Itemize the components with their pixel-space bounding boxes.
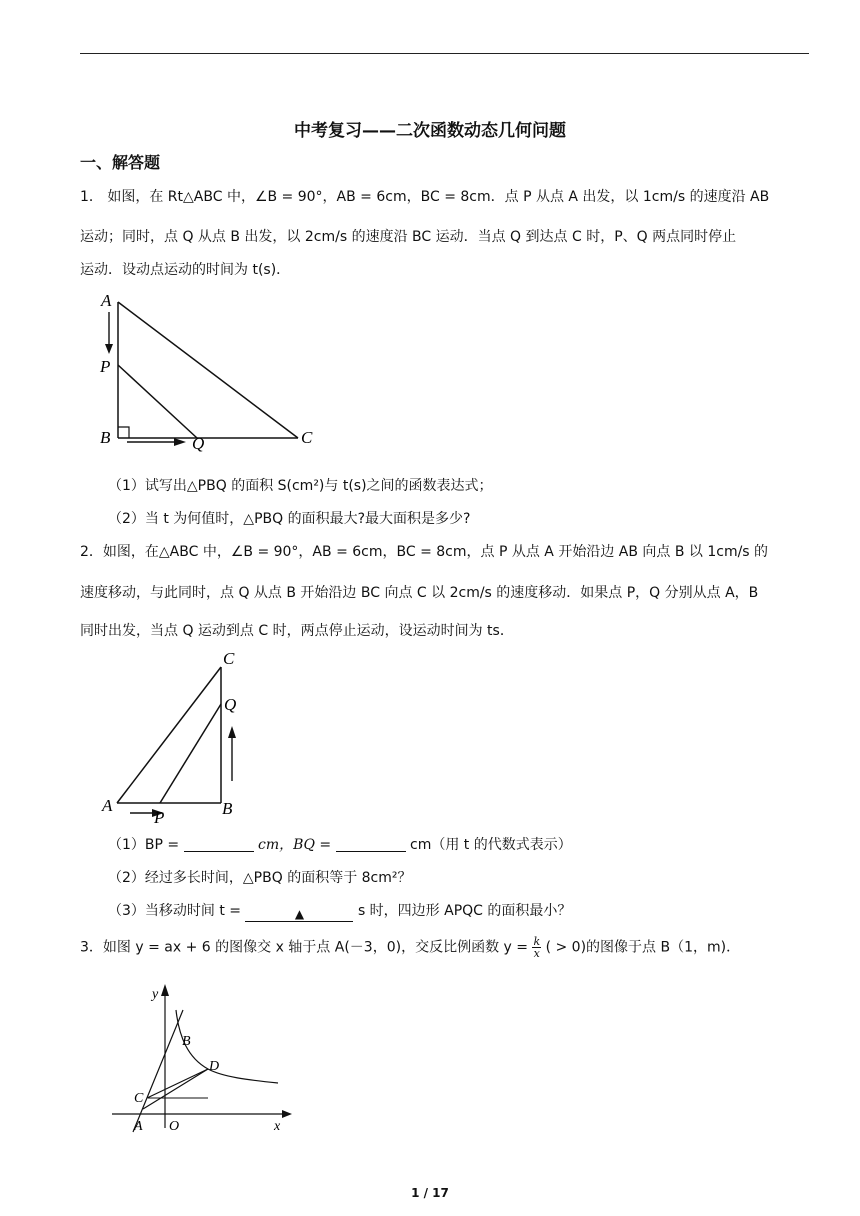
q2-sub-1-text-b: cm，BQ =	[258, 837, 332, 853]
bq-answer-blank[interactable]	[336, 837, 406, 852]
page-title: 中考复习——二次函数动态几何问题	[294, 121, 566, 141]
fraction-numerator: k	[533, 935, 541, 948]
q1-label-a: A	[101, 291, 112, 310]
fraction-denominator: x	[533, 947, 540, 960]
q1-label-p: P	[100, 357, 111, 376]
page-number: 1 / 17	[411, 1186, 449, 1200]
q1-line-3: 运动．设动点运动的时间为 t(s)．	[80, 262, 291, 278]
section-title: 一、解答题	[80, 153, 161, 172]
q1-line-2: 运动；同时，点 Q 从点 B 出发，以 2cm/s 的速度沿 BC 运动．当点 Q 到达点 C 时，P、Q 两点同时停止	[80, 229, 737, 245]
q3-label-c: C	[134, 1091, 144, 1106]
q2-sub-1	[108, 834, 572, 854]
q3-text-a: 3．如图 y = ax + 6 的图像交 x 轴于点 A(－3，0)，交反比例函数 y =	[80, 939, 528, 956]
q3-label-a: A	[134, 1119, 143, 1134]
q3-text-b: ( > 0)的图像于点 B（1，m)．	[545, 939, 741, 956]
q1-sub-2: （2）当 t 为何值时，△PBQ 的面积最大?最大面积是多少?	[108, 511, 471, 527]
q3-label-x: x	[274, 1119, 281, 1134]
q2-sub-3-text-b: s 时，四边形 APQC 的面积最小？	[357, 903, 572, 919]
time-answer-blank[interactable]	[245, 907, 353, 922]
q2-label-p: P	[154, 808, 165, 827]
q2-label-c: C	[223, 649, 235, 668]
q2-line-3: 同时出发，当点 Q 运动到点 C 时，两点停止运动，设运动时间为 ts．	[80, 623, 514, 639]
q2-figure	[100, 648, 250, 830]
q3-label-y: y	[152, 987, 159, 1002]
q1-label-c: C	[301, 428, 313, 447]
q2-line-1: 2．如图，在△ABC 中，∠B = 90°，AB = 6cm，BC = 8cm，点 P 从点 A 开始沿边 AB 向点 B 以 1cm/s 的	[80, 544, 769, 560]
q2-sub-3-text-a: （3）当移动时间 t =	[108, 903, 242, 919]
q3-line-1	[80, 936, 740, 959]
placeholder-mark: ▲	[294, 907, 305, 921]
q1-sub-1: （1）试写出△PBQ 的面积 S(cm²)与 t(s)之间的函数表达式；	[108, 478, 493, 494]
q1-line-1: 1． 如图，在 Rt△ABC 中，∠B = 90°，AB = 6cm，BC = 8cm．点 P 从点 A 出发，以 1cm/s 的速度沿 AB	[80, 189, 770, 205]
q1-label-q: Q	[192, 434, 205, 453]
q3-figure	[108, 982, 293, 1132]
q3-label-d: D	[209, 1059, 220, 1074]
q2-label-q: Q	[224, 695, 237, 714]
q2-sub-2: （2）经过多长时间，△PBQ 的面积等于 8cm²？	[108, 870, 412, 886]
q3-label-o: O	[169, 1119, 180, 1134]
q1-label-b: B	[100, 428, 111, 447]
q2-label-b: B	[222, 799, 233, 818]
q2-sub-1-text-c: cm（用 t 的代数式表示）	[410, 837, 572, 853]
q2-sub-3	[108, 900, 571, 922]
q2-line-2: 速度移动，与此同时，点 Q 从点 B 开始沿边 BC 向点 C 以 2cm/s 的速度移动．如果点 P，Q 分别从点 A，B	[80, 585, 759, 601]
q2-label-a: A	[102, 796, 113, 815]
header-rule	[80, 53, 809, 54]
q3-label-b: B	[182, 1034, 191, 1049]
q1-figure	[100, 290, 330, 453]
q2-sub-1-text-a: （1）BP =	[108, 837, 180, 853]
bp-answer-blank[interactable]	[184, 837, 254, 852]
k-over-x-fraction	[532, 936, 541, 959]
